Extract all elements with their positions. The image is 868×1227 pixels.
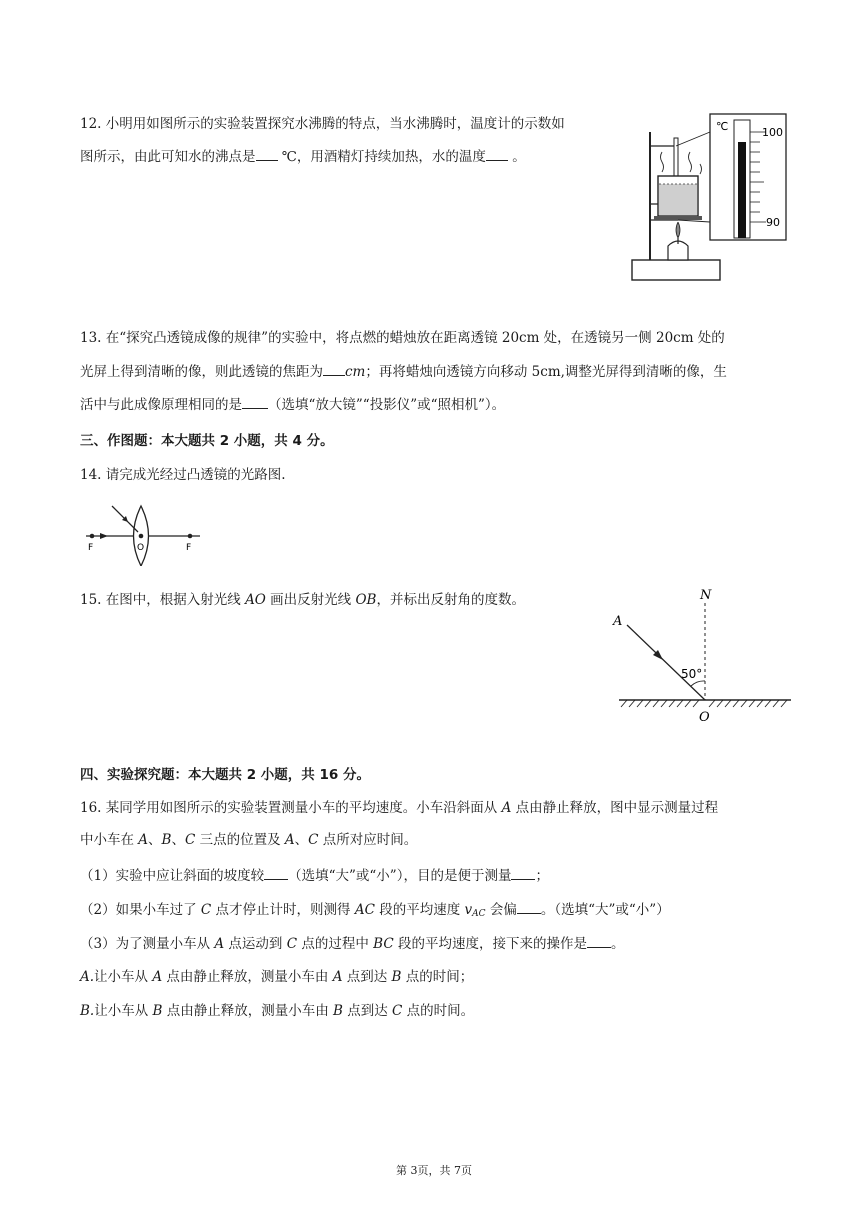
q16-line-1: 16. 某同学用如图所示的实验装置测量小车的平均速度。小车沿斜面从 A 点由静止释放，图中显示测量过程 bbox=[80, 800, 719, 816]
answer-blank bbox=[511, 865, 535, 880]
section-3-heading: 三、作图题：本大题共 2 小题，共 4 分。 bbox=[80, 433, 334, 449]
q16-option-b: B.让小车从 B 点由静止释放，测量小车由 B 点到达 C 点的时间。 bbox=[80, 1003, 475, 1019]
reflection-figure bbox=[605, 585, 805, 729]
answer-blank bbox=[486, 146, 508, 161]
answer-blank bbox=[587, 933, 611, 948]
answer-blank bbox=[323, 361, 345, 376]
angle-label: 50° bbox=[681, 667, 703, 681]
q13-line-1: 13. 在“探究凸透镜成像的规律”的实验中，将点燃的蜡烛放在距离透镜 20cm 处，在透镜另一侧 20cm 处的 bbox=[80, 330, 725, 346]
thermometer-tick-100: 100 bbox=[762, 126, 783, 139]
focal-point-right-label: F bbox=[186, 543, 192, 553]
q16-part-2: （2）如果小车过了 C 点才停止计时，则测得 AC 段的平均速度 $v_{AC}$ 会偏 。（选填“大”或“小”） bbox=[80, 899, 670, 924]
focal-point-left-label: F bbox=[88, 543, 94, 553]
q12-line-2: 图所示，由此可知水的沸点是 ℃，用酒精灯持续加热，水的温度 。 bbox=[80, 146, 526, 167]
answer-blank bbox=[242, 394, 268, 409]
q13-line-3: 活中与此成像原理相同的是 （选填“放大镜”“投影仪”或“照相机”）。 bbox=[80, 394, 505, 415]
convex-lens-figure bbox=[78, 496, 208, 570]
q16-part-1: （1）实验中应让斜面的坡度较 （选填“大”或“小”），目的是便于测量 ； bbox=[80, 865, 549, 886]
q12-line-1: 12. 小明用如图所示的实验装置探究水沸腾的特点，当水沸腾时，温度计的示数如 bbox=[80, 116, 565, 132]
thermometer-tick-90: 90 bbox=[766, 216, 780, 229]
boiling-apparatus-figure bbox=[630, 112, 790, 296]
q16-part-3: （3）为了测量小车从 A 点运动到 C 点的过程中 BC 段的平均速度，接下来的操作是 。 bbox=[80, 933, 624, 954]
answer-blank bbox=[517, 899, 541, 914]
q14-text: 14. 请完成光经过凸透镜的光路图. bbox=[80, 467, 286, 483]
optical-center-label: O bbox=[137, 543, 145, 553]
normal-label-n: N bbox=[700, 588, 712, 603]
q16-option-a: A.让小车从 A 点由静止释放，测量小车由 A 点到达 B 点的时间； bbox=[80, 969, 474, 985]
answer-blank bbox=[264, 865, 288, 880]
q15-text: 15. 在图中，根据入射光线 AO 画出反射光线 OB，并标出反射角的度数。 bbox=[80, 592, 525, 608]
point-a-label: A bbox=[613, 614, 623, 629]
section-4-heading: 四、实验探究题：本大题共 2 小题，共 16 分。 bbox=[80, 767, 370, 783]
thermometer-unit-label: ℃ bbox=[716, 120, 729, 133]
point-o-label: O bbox=[699, 710, 710, 725]
q13-line-2: 光屏上得到清晰的像，则此透镜的焦距为 cm；再将蜡烛向透镜方向移动 5cm,调整光屏得到清晰的像，生 bbox=[80, 361, 727, 382]
page-number-footer: 第 3页，共 7页 bbox=[396, 1164, 472, 1177]
answer-blank bbox=[256, 146, 278, 161]
q16-line-2: 中小车在 A、B、C 三点的位置及 A、C 点所对应时间。 bbox=[80, 832, 418, 848]
